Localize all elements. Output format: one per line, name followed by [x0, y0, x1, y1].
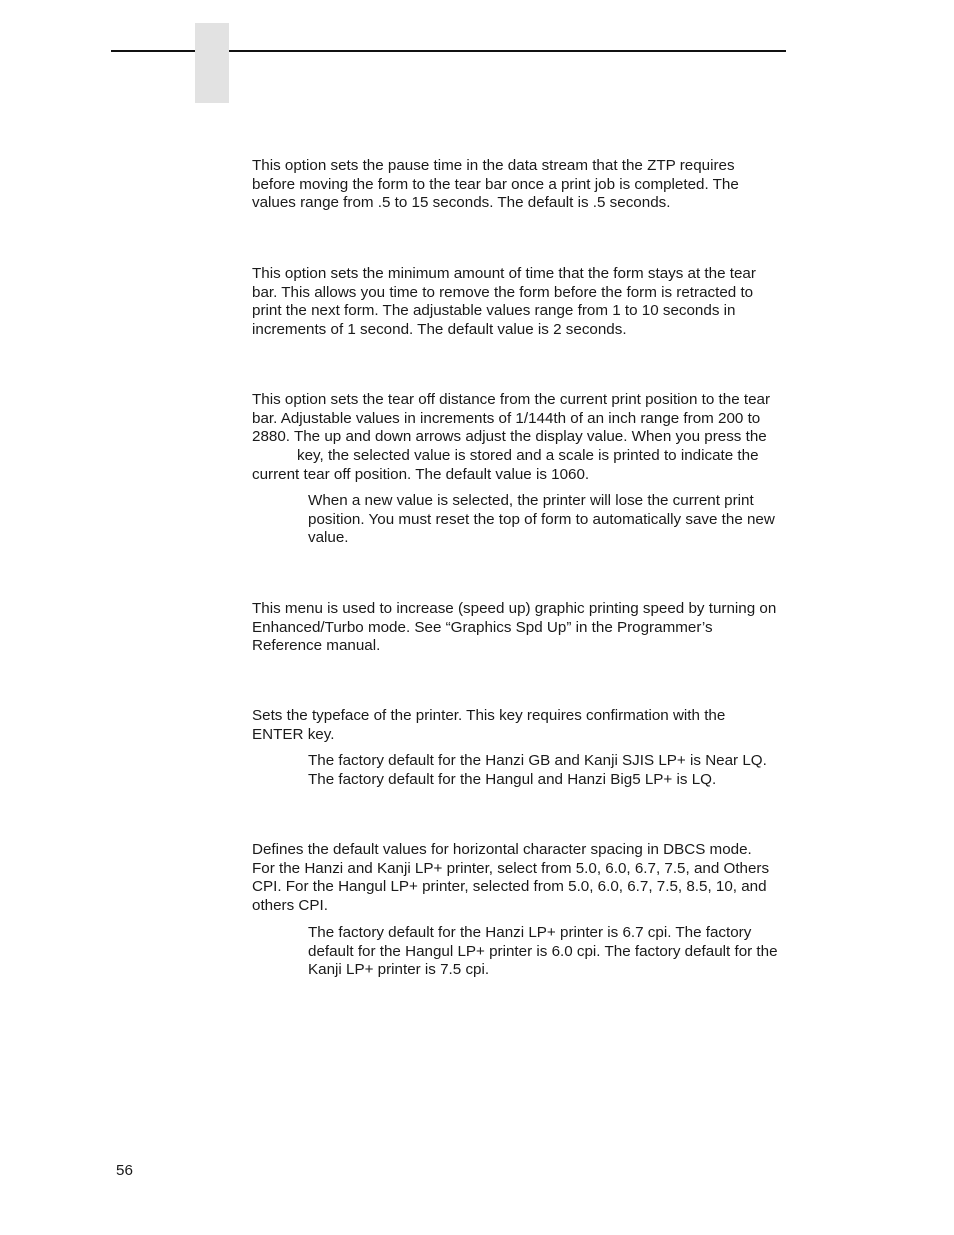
- chapter-tab: [195, 23, 229, 103]
- text-line: bar. This allows you time to remove the form before the form is retracted to: [252, 283, 754, 301]
- text-line: Reference manual.: [252, 637, 381, 655]
- note-line: value.: [308, 529, 349, 547]
- note-line: The factory default for the Hanzi LP+ printer is 6.7 cpi. The factory: [308, 924, 752, 941]
- tear-time-description: [252, 265, 756, 340]
- text-line: This option sets the pause time in the data stream that the ZTP requires: [252, 157, 735, 174]
- note-line: default for the Hangul LP+ printer is 6.0 cpi. The factory default for the: [308, 942, 778, 960]
- tear-distance-description: [252, 391, 770, 485]
- text-line: others CPI.: [252, 897, 328, 915]
- text-line: bar. Adjustable values in increments of 1/144th of an inch range from 200 to: [252, 409, 761, 427]
- typeface-note: [308, 752, 767, 789]
- cpi-description: [252, 841, 769, 916]
- note-line: Kanji LP+ printer is 7.5 cpi.: [308, 961, 490, 979]
- timeout-description: [252, 157, 739, 213]
- text-line: Defines the default values for horizontal character spacing in DBCS mode.: [252, 841, 752, 858]
- text-line: current tear off position. The default value is 1060.: [252, 465, 590, 483]
- text-line: 2880. The up and down arrows adjust the display value. When you press the: [252, 428, 767, 446]
- text-line: This option sets the minimum amount of time that the form stays at the tear: [252, 265, 756, 282]
- note-line: position. You must reset the top of form to automatically save the new: [308, 510, 775, 528]
- text-line: print the next form. The adjustable values range from 1 to 10 seconds in: [252, 302, 736, 320]
- text-line: before moving the form to the tear bar once a print job is completed. The: [252, 175, 739, 193]
- text-line: values range from .5 to 15 seconds. The default is .5 seconds.: [252, 194, 671, 212]
- text-line: This option sets the tear off distance from the current print position to the tear: [252, 391, 771, 408]
- text-line: Enhanced/Turbo mode. See “Graphics Spd Up” in the Programmer’s: [252, 618, 713, 636]
- cpi-note: [308, 924, 778, 980]
- note-line: The factory default for the Hangul and Hanzi Big5 LP+ is LQ.: [308, 770, 717, 788]
- text-line: For the Hanzi and Kanji LP+ printer, select from 5.0, 6.0, 6.7, 7.5, and Others: [252, 859, 770, 877]
- text-line: key, the selected value is stored and a scale is printed to indicate the: [297, 447, 759, 465]
- text-line: increments of 1 second. The default value is 2 seconds.: [252, 321, 627, 339]
- text-line: CPI. For the Hangul LP+ printer, selected from 5.0, 6.0, 6.7, 7.5, 8.5, 10, and: [252, 878, 767, 896]
- note-line: When a new value is selected, the printer will lose the current print: [308, 492, 754, 509]
- graphics-description: [252, 600, 776, 656]
- text-line: ENTER key.: [252, 725, 335, 743]
- text-line: This menu is used to increase (speed up) graphic printing speed by turning on: [252, 600, 777, 617]
- page-number: 56: [116, 1162, 133, 1179]
- typeface-description: [252, 707, 725, 744]
- tear-distance-note: [308, 492, 775, 548]
- note-line: The factory default for the Hanzi GB and Kanji SJIS LP+ is Near LQ.: [308, 752, 767, 769]
- text-line: Sets the typeface of the printer. This key requires confirmation with the: [252, 707, 726, 724]
